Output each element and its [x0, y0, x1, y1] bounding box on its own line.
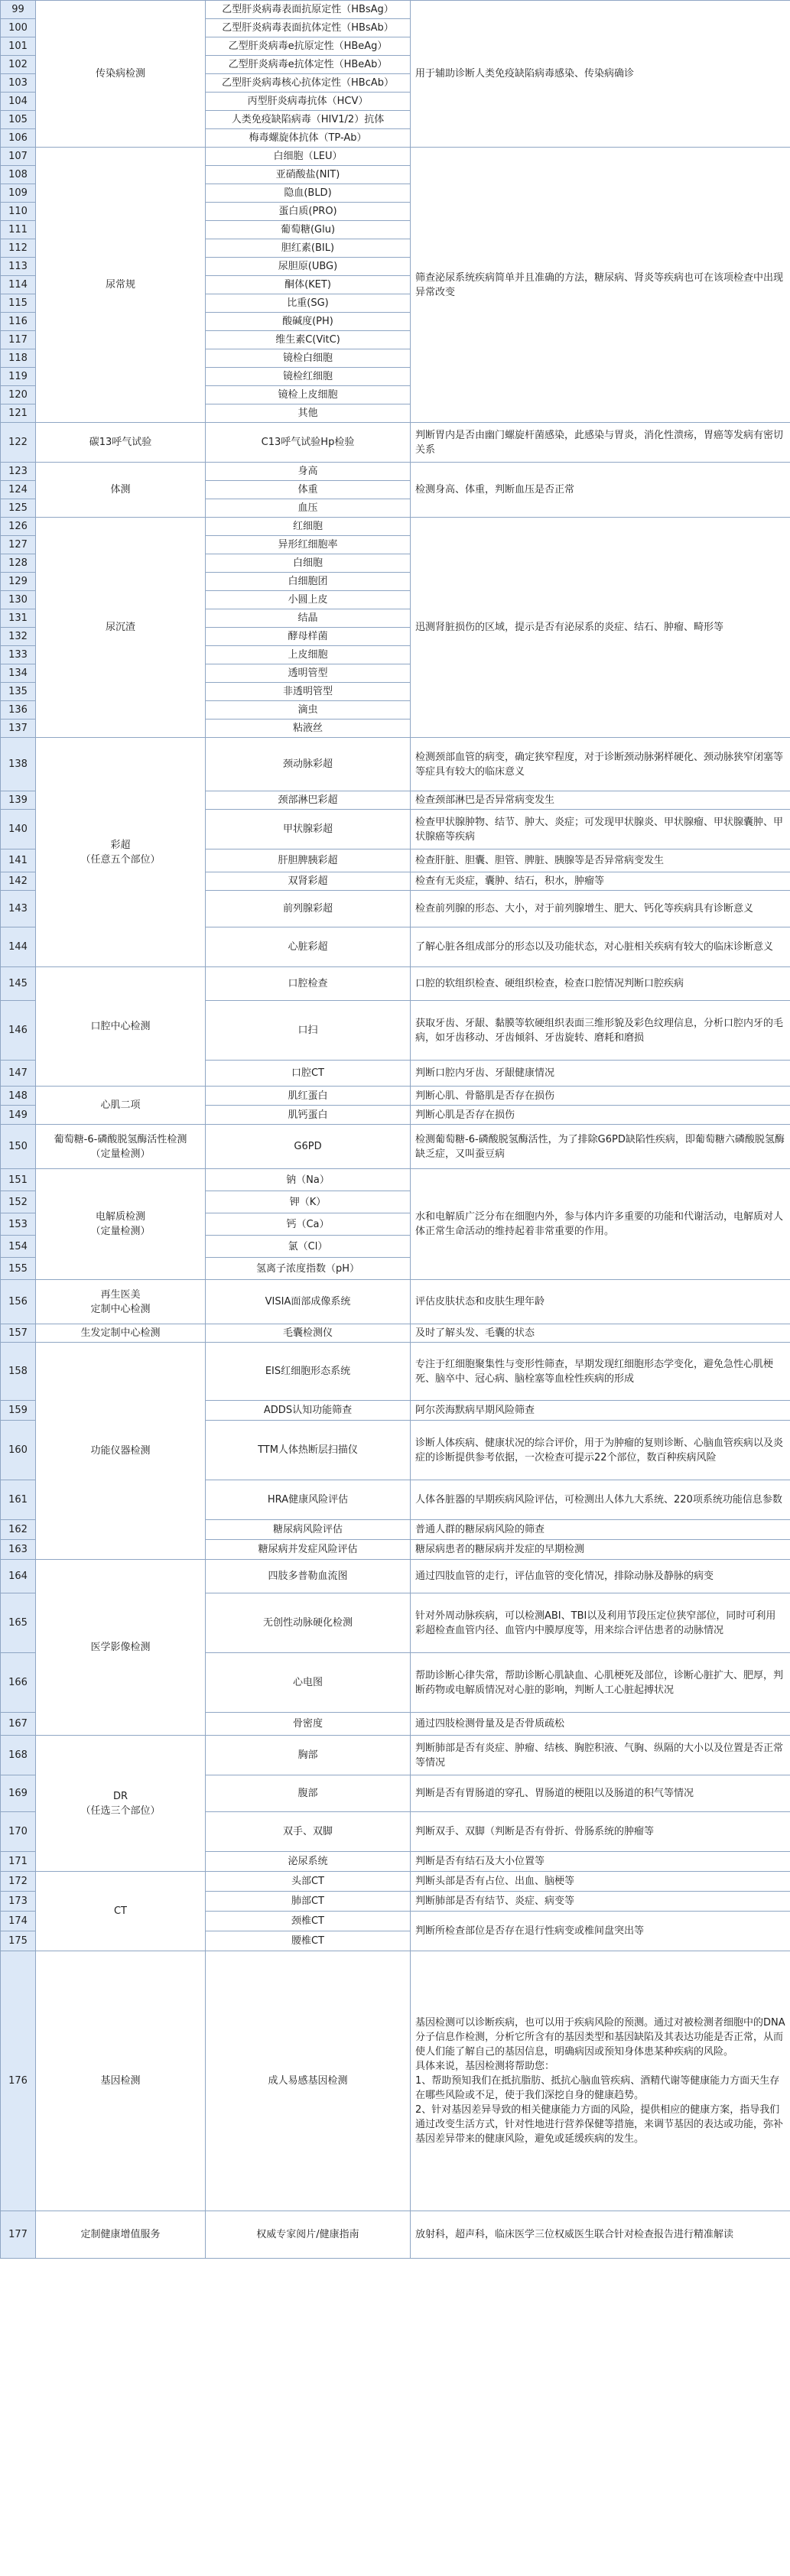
item-cell: 小圆上皮 — [206, 591, 411, 609]
category-cell: 生发定制中心检测 — [36, 1324, 206, 1343]
category-cell: CT — [36, 1872, 206, 1951]
row-number: 117 — [1, 331, 36, 349]
description-cell: 判断是否有胃肠道的穿孔、胃肠道的梗阻以及肠道的积气等情况 — [411, 1775, 790, 1812]
description-cell: 及时了解头发、毛囊的状态 — [411, 1324, 790, 1343]
description-cell: 判断双手、双脚（判断是否有骨折、骨肠系统的肿瘤等 — [411, 1812, 790, 1852]
item-cell: 钙（Ca） — [206, 1213, 411, 1236]
item-cell: 血压 — [206, 499, 411, 518]
item-cell: 乙型肝炎病毒e抗原定性（HBeAg） — [206, 37, 411, 56]
item-cell: 双手、双脚 — [206, 1812, 411, 1852]
item-cell: 甲状腺彩超 — [206, 810, 411, 849]
item-cell: 酸碱度(PH) — [206, 313, 411, 331]
item-cell: 非透明管型 — [206, 683, 411, 701]
row-number: 141 — [1, 849, 36, 872]
row-number: 114 — [1, 276, 36, 294]
category-cell: 碳13呼气试验 — [36, 423, 206, 463]
row-number: 130 — [1, 591, 36, 609]
row-number: 161 — [1, 1480, 36, 1520]
row-number: 158 — [1, 1343, 36, 1401]
item-cell: 其他 — [206, 404, 411, 423]
row-number: 111 — [1, 221, 36, 239]
item-cell: 腹部 — [206, 1775, 411, 1812]
description-cell: 口腔的软组织检查、硬组织检查，检查口腔情况判断口腔疾病 — [411, 967, 790, 1001]
category-cell: 功能仪器检测 — [36, 1343, 206, 1560]
row-number: 99 — [1, 1, 36, 19]
item-cell: 粘液丝 — [206, 720, 411, 738]
description-cell: 针对外周动脉疾病，可以检测ABI、TBI以及利用节段压定位狭窄部位，同时可利用彩超检查血管内径、血管内中膜厚度等，用来综合评估患者的动脉情况 — [411, 1593, 790, 1653]
item-cell: 红细胞 — [206, 518, 411, 536]
item-cell: 肺部CT — [206, 1892, 411, 1912]
row-number: 176 — [1, 1951, 36, 2211]
item-cell: ADDS认知功能筛查 — [206, 1401, 411, 1421]
table-row — [1, 1736, 790, 1775]
description-cell: 判断肺部是否有结节、炎症、病变等 — [411, 1892, 790, 1912]
category-cell: 体测 — [36, 463, 206, 518]
item-cell: 心电图 — [206, 1653, 411, 1713]
item-cell: 镜检上皮细胞 — [206, 386, 411, 404]
row-number: 118 — [1, 349, 36, 368]
item-cell: 乙型肝炎病毒e抗体定性（HBeAb） — [206, 56, 411, 74]
item-cell: 氢离子浓度指数（pH） — [206, 1258, 411, 1280]
item-cell: 肝胆脾胰彩超 — [206, 849, 411, 872]
item-cell: TTM人体热断层扫描仪 — [206, 1421, 411, 1480]
description-cell: 判断胃内是否由幽门螺旋杆菌感染，此感染与胃炎，消化性溃疡，胃癌等发病有密切关系 — [411, 423, 790, 463]
item-cell: 葡萄糖(Glu) — [206, 221, 411, 239]
row-number: 174 — [1, 1912, 36, 1931]
row-number: 103 — [1, 74, 36, 93]
row-number: 163 — [1, 1540, 36, 1560]
row-number: 143 — [1, 891, 36, 927]
row-number: 142 — [1, 872, 36, 891]
row-number: 168 — [1, 1736, 36, 1775]
item-cell: 乙型肝炎病毒核心抗体定性（HBcAb） — [206, 74, 411, 93]
category-cell: 尿沉渣 — [36, 518, 206, 738]
category-cell: 基因检测 — [36, 1951, 206, 2211]
description-cell: 获取牙齿、牙龈、黏膜等软硬组织表面三维形貌及彩色纹理信息，分析口腔内牙的毛病，如牙齿移动、牙齿倾斜、牙齿旋转、磨耗和磨损 — [411, 1001, 790, 1061]
table-body — [1, 1, 790, 2259]
row-number: 139 — [1, 791, 36, 810]
table-row — [1, 2211, 790, 2259]
description-cell: 迅测肾脏损伤的区域，提示是否有泌尿系的炎症、结石、肿瘤、畸形等 — [411, 518, 790, 738]
row-number: 162 — [1, 1520, 36, 1540]
item-cell: 骨密度 — [206, 1713, 411, 1736]
row-number: 122 — [1, 423, 36, 463]
row-number: 115 — [1, 294, 36, 313]
row-number: 151 — [1, 1169, 36, 1191]
category-cell: 彩超 （任意五个部位） — [36, 738, 206, 967]
row-number: 146 — [1, 1001, 36, 1061]
table-row — [1, 967, 790, 1001]
row-number: 101 — [1, 37, 36, 56]
description-cell: 专注于红细胞聚集性与变形性筛查，早期发现红细胞形态学变化，避免急性心肌梗死、脑卒中、冠心病、脑栓塞等血栓性疾病的形成 — [411, 1343, 790, 1401]
description-cell: 通过四肢血管的走行，评估血管的变化情况，排除动脉及静脉的病变 — [411, 1560, 790, 1593]
row-number: 150 — [1, 1125, 36, 1169]
item-cell: 前列腺彩超 — [206, 891, 411, 927]
description-cell: 检测身高、体重，判断血压是否正常 — [411, 463, 790, 518]
table-row — [1, 1951, 790, 2211]
row-number: 144 — [1, 927, 36, 967]
category-cell: 电解质检测 （定量检测） — [36, 1169, 206, 1280]
item-cell: 乙型肝炎病毒表面抗体定性（HBsAb） — [206, 19, 411, 37]
category-cell: 医学影像检测 — [36, 1560, 206, 1736]
item-cell: HRA健康风险评估 — [206, 1480, 411, 1520]
row-number: 169 — [1, 1775, 36, 1812]
item-cell: 肌钙蛋白 — [206, 1106, 411, 1125]
item-cell: C13呼气试验Hp检验 — [206, 423, 411, 463]
item-cell: 钠（Na） — [206, 1169, 411, 1191]
description-cell: 检测颈部血管的病变，确定狭窄程度，对于诊断颈动脉粥样硬化、颈动脉狭窄闭塞等等症具有较大的临床意义 — [411, 738, 790, 791]
row-number: 153 — [1, 1213, 36, 1236]
table-row — [1, 1280, 790, 1324]
table-row — [1, 463, 790, 481]
row-number: 159 — [1, 1401, 36, 1421]
description-cell: 糖尿病患者的糖尿病并发症的早期检测 — [411, 1540, 790, 1560]
description-cell: 通过四肢检测骨量及是否骨质疏松 — [411, 1713, 790, 1736]
item-cell: 腰椎CT — [206, 1931, 411, 1951]
table-row — [1, 423, 790, 463]
item-cell: 透明管型 — [206, 664, 411, 683]
item-cell: 镜检红细胞 — [206, 368, 411, 386]
item-cell: 口腔检查 — [206, 967, 411, 1001]
item-cell: 口扫 — [206, 1001, 411, 1061]
category-cell: 葡萄糖-6-磷酸脱氢酶活性检测 （定量检测） — [36, 1125, 206, 1169]
item-cell: 颈部淋巴彩超 — [206, 791, 411, 810]
row-number: 128 — [1, 554, 36, 573]
description-cell: 判断所检查部位是否存在退行性病变或椎间盘突出等 — [411, 1912, 790, 1951]
row-number: 170 — [1, 1812, 36, 1852]
item-cell: 糖尿病风险评估 — [206, 1520, 411, 1540]
table-row — [1, 1169, 790, 1191]
row-number: 156 — [1, 1280, 36, 1324]
item-cell: 异形红细胞率 — [206, 536, 411, 554]
item-cell: 白细胞 — [206, 554, 411, 573]
description-cell: 检查颈部淋巴是否异常病变发生 — [411, 791, 790, 810]
row-number: 127 — [1, 536, 36, 554]
row-number: 167 — [1, 1713, 36, 1736]
row-number: 157 — [1, 1324, 36, 1343]
description-cell: 人体各脏器的早期疾病风险评估，可检测出人体九大系统、220项系统功能信息参数 — [411, 1480, 790, 1520]
row-number: 110 — [1, 203, 36, 221]
description-cell: 阿尔茨海默病早期风险筛查 — [411, 1401, 790, 1421]
table-row — [1, 738, 790, 791]
category-cell: 心肌二项 — [36, 1087, 206, 1125]
row-number: 116 — [1, 313, 36, 331]
item-cell: EIS红细胞形态系统 — [206, 1343, 411, 1401]
category-cell: 尿常规 — [36, 148, 206, 423]
item-cell: G6PD — [206, 1125, 411, 1169]
row-number: 132 — [1, 628, 36, 646]
description-cell: 判断是否有结石及大小位置等 — [411, 1852, 790, 1872]
item-cell: 钾（K） — [206, 1191, 411, 1213]
item-cell: 滴虫 — [206, 701, 411, 720]
item-cell: 隐血(BLD) — [206, 184, 411, 203]
row-number: 154 — [1, 1236, 36, 1258]
row-number: 102 — [1, 56, 36, 74]
row-number: 175 — [1, 1931, 36, 1951]
item-cell: 酵母样菌 — [206, 628, 411, 646]
row-number: 165 — [1, 1593, 36, 1653]
item-cell: 权威专家阅片/健康指南 — [206, 2211, 411, 2259]
row-number: 171 — [1, 1852, 36, 1872]
item-cell: 肌红蛋白 — [206, 1087, 411, 1106]
row-number: 166 — [1, 1653, 36, 1713]
item-cell: 双肾彩超 — [206, 872, 411, 891]
row-number: 177 — [1, 2211, 36, 2259]
row-number: 136 — [1, 701, 36, 720]
row-number: 109 — [1, 184, 36, 203]
row-number: 155 — [1, 1258, 36, 1280]
row-number: 125 — [1, 499, 36, 518]
row-number: 149 — [1, 1106, 36, 1125]
item-cell: 上皮细胞 — [206, 646, 411, 664]
table-row — [1, 1872, 790, 1892]
category-cell: 传染病检测 — [36, 1, 206, 148]
row-number: 100 — [1, 19, 36, 37]
row-number: 145 — [1, 967, 36, 1001]
row-number: 105 — [1, 111, 36, 129]
row-number: 160 — [1, 1421, 36, 1480]
item-cell: 胸部 — [206, 1736, 411, 1775]
item-cell: 梅毒螺旋体抗体（TP-Ab） — [206, 129, 411, 148]
item-cell: 丙型肝炎病毒抗体（HCV） — [206, 93, 411, 111]
description-cell: 了解心脏各组成部分的形态以及功能状态，对心脏相关疾病有较大的临床诊断意义 — [411, 927, 790, 967]
item-cell: 糖尿病并发症风险评估 — [206, 1540, 411, 1560]
description-cell: 判断头部是否有占位、出血、脑梗等 — [411, 1872, 790, 1892]
item-cell: 口腔CT — [206, 1061, 411, 1087]
description-cell: 判断肺部是否有炎症、肿瘤、结核、胸腔积液、气胸、纵隔的大小以及位置是否正常等情况 — [411, 1736, 790, 1775]
row-number: 173 — [1, 1892, 36, 1912]
row-number: 124 — [1, 481, 36, 499]
item-cell: 结晶 — [206, 609, 411, 628]
item-cell: 毛囊检测仪 — [206, 1324, 411, 1343]
description-cell: 筛查泌尿系统疾病简单并且准确的方法，糖尿病、肾炎等疾病也可在该项检查中出现异常改变 — [411, 148, 790, 423]
item-cell: 乙型肝炎病毒表面抗原定性（HBsAg） — [206, 1, 411, 19]
row-number: 148 — [1, 1087, 36, 1106]
row-number: 152 — [1, 1191, 36, 1213]
item-cell: 白细胞（LEU） — [206, 148, 411, 166]
table-row — [1, 518, 790, 536]
table-row — [1, 148, 790, 166]
item-cell: 头部CT — [206, 1872, 411, 1892]
item-cell: 人类免疫缺陷病毒（HIV1/2）抗体 — [206, 111, 411, 129]
row-number: 129 — [1, 573, 36, 591]
row-number: 140 — [1, 810, 36, 849]
row-number: 108 — [1, 166, 36, 184]
row-number: 137 — [1, 720, 36, 738]
item-cell: 颈椎CT — [206, 1912, 411, 1931]
description-cell: 评估皮肤状态和皮肤生理年龄 — [411, 1280, 790, 1324]
row-number: 119 — [1, 368, 36, 386]
row-number: 104 — [1, 93, 36, 111]
description-cell: 水和电解质广泛分布在细胞内外，参与体内许多重要的功能和代谢活动，电解质对人体正常生命活动的维持起着非常重要的作用。 — [411, 1169, 790, 1280]
row-number: 107 — [1, 148, 36, 166]
item-cell: 酮体(KET) — [206, 276, 411, 294]
row-number: 121 — [1, 404, 36, 423]
row-number: 106 — [1, 129, 36, 148]
item-cell: 亚硝酸盐(NIT) — [206, 166, 411, 184]
description-cell: 诊断人体疾病、健康状况的综合评价，用于为肿瘤的复则诊断、心脑血管疾病以及炎症的诊断提供参考依据，一次检查可提示22个部位，数百种疾病风险 — [411, 1421, 790, 1480]
item-cell: 四肢多普勒血流图 — [206, 1560, 411, 1593]
item-cell: 白细胞团 — [206, 573, 411, 591]
table-row — [1, 1, 790, 19]
row-number: 172 — [1, 1872, 36, 1892]
row-number: 126 — [1, 518, 36, 536]
table-row — [1, 1343, 790, 1401]
description-cell: 用于辅助诊断人类免疫缺陷病毒感染、传染病确诊 — [411, 1, 790, 148]
row-number: 135 — [1, 683, 36, 701]
row-number: 131 — [1, 609, 36, 628]
description-cell: 判断心肌、骨骼肌是否存在损伤 — [411, 1087, 790, 1106]
item-cell: 成人易感基因检测 — [206, 1951, 411, 2211]
item-cell: 氯（Cl） — [206, 1236, 411, 1258]
category-cell: 口腔中心检测 — [36, 967, 206, 1087]
description-cell: 检查有无炎症，囊肿、结石，积水，肿瘤等 — [411, 872, 790, 891]
row-number: 113 — [1, 258, 36, 276]
row-number: 164 — [1, 1560, 36, 1593]
item-cell: 镜检白细胞 — [206, 349, 411, 368]
description-cell: 检查肝脏、胆囊、胆管、脾脏、胰腺等是否异常病变发生 — [411, 849, 790, 872]
item-cell: 维生素C(VitC) — [206, 331, 411, 349]
item-cell: 比重(SG) — [206, 294, 411, 313]
item-cell: VISIA面部成像系统 — [206, 1280, 411, 1324]
row-number: 123 — [1, 463, 36, 481]
row-number: 112 — [1, 239, 36, 258]
row-number: 134 — [1, 664, 36, 683]
description-cell: 基因检测可以诊断疾病，也可以用于疾病风险的预测。通过对被检测者细胞中的DNA分子信息作检测，分析它所含有的基因类型和基因缺陷及其表达功能是否正常，从而使人们能了解自己的基因信息，明确病因或预知身体患某种疾病的风险。 具体来说，基因检测将帮助您： 1、帮助预知我们在抵抗脂肪、抵抗心脑血管疾病、酒精代谢等健康能力方面天生存在哪些风险或不足，使于我们深挖自身的健康趋势。 2、针对基因差异导致的相关健康能力方面的风险，提供相应的健康方案，指导我们通过改变生活方式，针对性地进行营养保健等措施，来调节基因的表达或功能，弥补基因差异带来的健康风险，避免或延缓疾病的发生。 — [411, 1951, 790, 2211]
category-cell: 再生医美 定制中心检测 — [36, 1280, 206, 1324]
description-cell: 帮助诊断心律失常，帮助诊断心肌缺血、心肌梗死及部位，诊断心脏扩大、肥厚，判断药物或电解质情况对心脏的影响，判断人工心脏起搏状况 — [411, 1653, 790, 1713]
item-cell: 颈动脉彩超 — [206, 738, 411, 791]
category-cell: 定制健康增值服务 — [36, 2211, 206, 2259]
table-row — [1, 1125, 790, 1169]
item-cell: 胆红素(BIL) — [206, 239, 411, 258]
item-cell: 蛋白质(PRO) — [206, 203, 411, 221]
item-cell: 心脏彩超 — [206, 927, 411, 967]
description-cell: 普通人群的糖尿病风险的筛查 — [411, 1520, 790, 1540]
description-cell: 判断口腔内牙齿、牙龈健康情况 — [411, 1061, 790, 1087]
row-number: 138 — [1, 738, 36, 791]
description-cell: 检查前列腺的形态、大小，对于前列腺增生、肥大、钙化等疾病具有诊断意义 — [411, 891, 790, 927]
row-number: 120 — [1, 386, 36, 404]
item-cell: 尿胆原(UBG) — [206, 258, 411, 276]
description-cell: 检查甲状腺肿物、结节、肿大、炎症；可发现甲状腺炎、甲状腺瘤、甲状腺囊肿、甲状腺癌等疾病 — [411, 810, 790, 849]
description-cell: 判断心肌是否存在损伤 — [411, 1106, 790, 1125]
table-row — [1, 1324, 790, 1343]
description-cell: 检测葡萄糖-6-磷酸脱氢酶活性，为了排除G6PD缺陷性疾病，即葡萄糖六磷酸脱氢酶缺乏症，又叫蚕豆病 — [411, 1125, 790, 1169]
row-number: 133 — [1, 646, 36, 664]
item-cell: 泌尿系统 — [206, 1852, 411, 1872]
category-cell: DR （任选三个部位） — [36, 1736, 206, 1872]
table-row — [1, 1087, 790, 1106]
description-cell: 放射科，超声科，临床医学三位权威医生联合针对检查报告进行精准解读 — [411, 2211, 790, 2259]
item-cell: 体重 — [206, 481, 411, 499]
item-cell: 身高 — [206, 463, 411, 481]
item-cell: 无创性动脉硬化检测 — [206, 1593, 411, 1653]
row-number: 147 — [1, 1061, 36, 1087]
table-row — [1, 1560, 790, 1593]
